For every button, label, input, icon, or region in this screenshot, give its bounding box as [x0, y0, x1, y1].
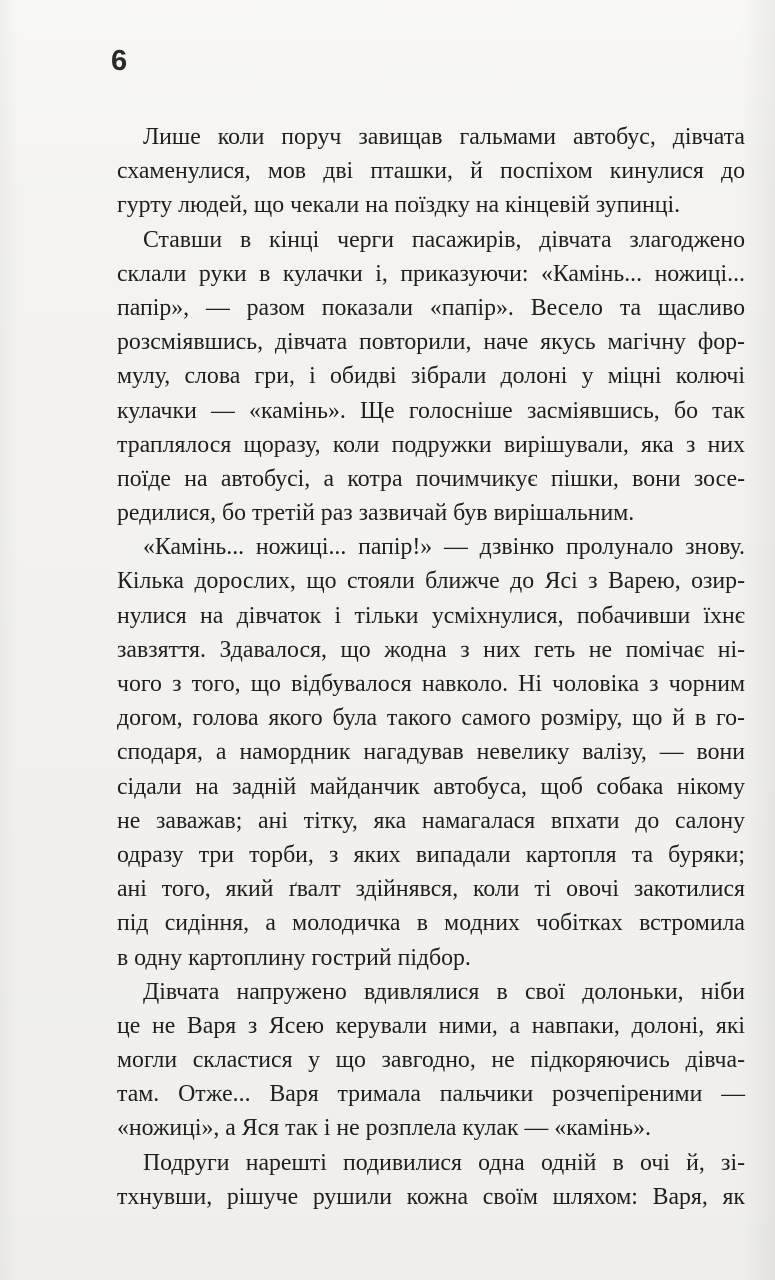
- text-line: Лише коли поруч завищав гальмами автобус, дівчата: [143, 124, 745, 150]
- paragraph-3: [117, 530, 745, 974]
- paragraph-1: [117, 120, 745, 223]
- text-line: схаменулися, мов дві пташки, й поспіхом кинулися до: [117, 158, 745, 185]
- text-line: тхнувши, рішуче рушили кожна своїм шляхом: Варя, як: [117, 1183, 745, 1210]
- paragraph-5: [117, 1146, 745, 1214]
- text-line: догом, голова якого була такого самого розміру, що й в го-: [117, 705, 745, 732]
- text-line: там. Отже... Варя тримала пальчики розчепіреними —: [117, 1081, 745, 1108]
- text-line: траплялося щоразу, коли подружки вирішували, яка з них: [117, 431, 745, 458]
- text-line: не заважав; ані тітку, яка намагалася впхати до салону: [117, 807, 745, 834]
- text-line: одразу три торби, з яких випадали картопля та буряки;: [117, 841, 745, 868]
- text-line: «Камінь... ножиці... папір!» — дзвінко пролунало знову.: [143, 534, 745, 561]
- text-line: в одну картоплину гострий підбор.: [117, 944, 471, 971]
- text-line: папір», — разом показали «папір». Весело та щасливо: [117, 294, 745, 321]
- text-line: могли скластися у що завгодно, не підкоряючись дівча-: [117, 1047, 745, 1074]
- text-line: Кілька дорослих, що стояли ближче до Ясі з Варею, озир-: [117, 568, 745, 595]
- text-line: сподаря, а намордник нагадував невелику валізу, — вони: [117, 739, 745, 766]
- text-line: кулачки — «камінь». Ще голосніше засміявшись, бо так: [117, 397, 745, 424]
- text-line: гурту людей, що чекали на поїздку на кінцевій зупинці.: [117, 192, 681, 219]
- page-number: 6: [111, 45, 128, 77]
- text-line: Подруги нарешті подивилися одна одній в очі й, зі-: [143, 1149, 745, 1176]
- paragraph-2: [117, 223, 745, 531]
- text-line: нулися на дівчаток і тільки усміхнулися, побачивши їхнє: [117, 602, 745, 629]
- text-line: під сидіння, а молодичка в модних чобітках встромила: [117, 910, 745, 937]
- text-line: завзяття. Здавалося, що жодна з них геть не помічає ні-: [117, 636, 745, 663]
- text-line: чого з того, що відбувалося навколо. Ні чоловіка з чорним: [117, 671, 745, 697]
- text-line: «ножиці», а Яся так і не розплела кулак — «камінь».: [117, 1115, 651, 1142]
- text-line: розсміявшись, дівчата повторили, наче якусь магічну фор-: [117, 329, 745, 356]
- text-line: Дівчата напружено вдивлялися в свої долоньки, ніби: [143, 978, 745, 1005]
- text-line: Ставши в кінці черги пасажирів, дівчата злагоджено: [143, 226, 745, 253]
- body-text: [117, 120, 745, 1214]
- text-line: редилися, бо третій раз зазвичай був вирішальним.: [117, 500, 635, 527]
- text-line: мулу, слова гри, і обидві зібрали долоні у міцні колючі: [117, 363, 745, 390]
- paragraph-4: [117, 975, 745, 1146]
- text-line: це не Варя з Ясею керували ними, а навпаки, долоні, які: [117, 1012, 745, 1039]
- text-line: поїде на автобусі, а котра почимчикує пішки, вони зосе-: [117, 465, 745, 492]
- text-line: сідали на задній майданчик автобуса, щоб собака нікому: [117, 773, 745, 800]
- text-line: ані того, який ґвалт здійнявся, коли ті овочі закотилися: [117, 876, 745, 903]
- text-line: склали руки в кулачки і, приказуючи: «Камінь... ножиці...: [117, 260, 745, 287]
